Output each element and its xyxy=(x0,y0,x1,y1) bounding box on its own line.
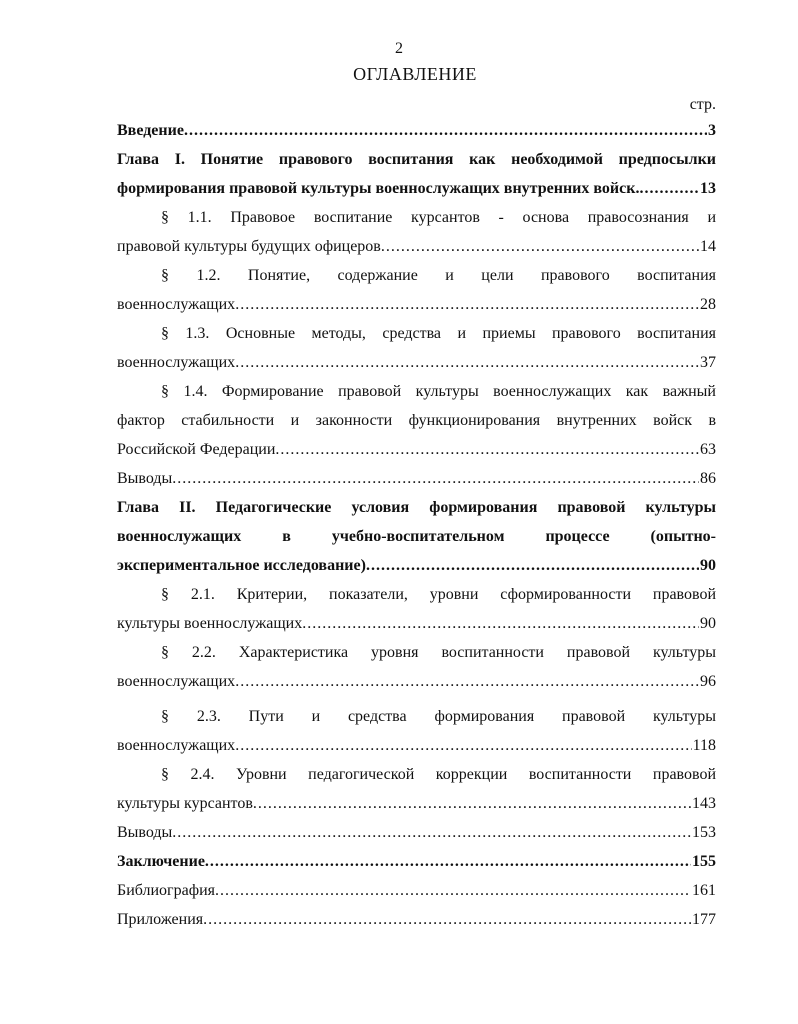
entry-page-number: 155 xyxy=(692,853,716,870)
entry-page-number: 3 xyxy=(708,122,716,139)
dot-leader xyxy=(235,290,699,319)
toc-entry-section-2-3[interactable] xyxy=(117,702,716,760)
entry-title-line: § 1.1. Правовое воспитание курсантов - основа правосознания и xyxy=(161,209,716,226)
entry-title-line: культуры военнослужащих xyxy=(117,615,303,632)
toc-entry-bibliography[interactable] xyxy=(117,876,716,905)
entry-title-line: фактор стабильности и законности функционирования внутренних войск в xyxy=(117,412,716,429)
dot-leader xyxy=(235,667,699,696)
toc-entry-section-1-4[interactable] xyxy=(117,377,716,464)
entry-title-line: военнослужащих в учебно-воспитательном процессе (опытно- xyxy=(117,528,716,545)
toc-entry-section-1-1[interactable] xyxy=(117,203,716,261)
toc-entry-section-2-2[interactable] xyxy=(117,638,716,696)
dot-leader xyxy=(215,876,691,905)
toc-entry-chapter-2-conclusions[interactable] xyxy=(117,818,716,847)
page-column-label: стр. xyxy=(689,96,716,113)
dot-leader xyxy=(172,818,691,847)
entry-title-line: § 2.1. Критерии, показатели, уровни сформированности правовой xyxy=(161,586,716,603)
entry-title: Выводы xyxy=(117,824,173,841)
entry-title-line: § 1.3. Основные методы, средства и приемы правового воспитания xyxy=(161,325,716,342)
toc-entry-section-2-1[interactable] xyxy=(117,580,716,638)
entry-page-number: 86 xyxy=(700,470,716,487)
entry-title: Заключение xyxy=(117,853,205,870)
entry-page-number: 118 xyxy=(692,737,716,754)
toc-entry-conclusion[interactable] xyxy=(117,847,716,876)
entry-title: Приложения xyxy=(117,911,204,928)
entry-page-number: 96 xyxy=(700,673,716,690)
page-number: 2 xyxy=(395,40,403,57)
dot-leader xyxy=(639,174,699,203)
toc-entry-section-1-3[interactable] xyxy=(117,319,716,377)
dot-leader xyxy=(205,847,691,876)
entry-page-number: 177 xyxy=(692,911,716,928)
toc-entry-appendix[interactable] xyxy=(117,905,716,934)
entry-page-number: 13 xyxy=(700,180,716,197)
toc-entry-chapter-2[interactable] xyxy=(117,493,716,580)
entry-title: Введение xyxy=(117,122,184,139)
entry-title-line: § 2.2. Характеристика уровня воспитанности правовой культуры xyxy=(161,644,716,661)
entry-title-line: военнослужащих xyxy=(117,737,236,754)
entry-title-line: § 2.3. Пути и средства формирования правовой культуры xyxy=(161,708,716,725)
dot-leader xyxy=(366,551,699,580)
entry-page-number: 14 xyxy=(700,238,716,255)
entry-page-number: 90 xyxy=(700,557,716,574)
entry-title-line: Глава I. Понятие правового воспитания как необходимой предпосылки xyxy=(117,151,716,168)
entry-page-number: 153 xyxy=(692,824,716,841)
entry-title-line: § 2.4. Уровни педагогической коррекции воспитанности правовой xyxy=(161,766,716,783)
entry-title-line: Российской Федерации xyxy=(117,441,276,458)
dot-leader xyxy=(203,905,691,934)
entry-title-line: военнослужащих xyxy=(117,673,236,690)
entry-title-line: Глава II. Педагогические условия формирования правовой культуры xyxy=(117,499,716,516)
toc-entry-chapter-1[interactable] xyxy=(117,145,716,203)
dot-leader xyxy=(184,116,707,145)
toc-entry-introduction[interactable] xyxy=(117,116,716,145)
dot-leader xyxy=(172,464,699,493)
dot-leader xyxy=(275,435,699,464)
dot-leader xyxy=(253,789,691,818)
entry-title-line: военнослужащих xyxy=(117,296,236,313)
entry-title-line: экспериментальное исследование) xyxy=(117,557,366,574)
entry-page-number: 143 xyxy=(692,795,716,812)
table-of-contents xyxy=(117,116,716,934)
entry-title: Выводы xyxy=(117,470,173,487)
entry-page-number: 63 xyxy=(700,441,716,458)
dot-leader xyxy=(235,348,699,377)
toc-entry-section-2-4[interactable] xyxy=(117,760,716,818)
entry-page-number: 28 xyxy=(700,296,716,313)
entry-title-line: § 1.4. Формирование правовой культуры военнослужащих как важный xyxy=(161,383,716,400)
entry-page-number: 161 xyxy=(692,882,716,899)
entry-title-line: военнослужащих xyxy=(117,354,236,371)
toc-title: ОГЛАВЛЕНИЕ xyxy=(353,64,477,84)
entry-title-line: культуры курсантов xyxy=(117,795,253,812)
entry-title: Библиография xyxy=(117,882,215,899)
entry-title-line: § 1.2. Понятие, содержание и цели правового воспитания xyxy=(161,267,716,284)
dot-leader xyxy=(235,731,691,760)
entry-title-line: формирования правовой культуры военнослужащих внутренних войск. xyxy=(117,180,640,197)
dot-leader xyxy=(302,609,699,638)
toc-entry-section-1-2[interactable] xyxy=(117,261,716,319)
toc-entry-chapter-1-conclusions[interactable] xyxy=(117,464,716,493)
entry-page-number: 90 xyxy=(700,615,716,632)
entry-page-number: 37 xyxy=(700,354,716,371)
dot-leader xyxy=(381,232,699,261)
entry-title-line: правовой культуры будущих офицеров xyxy=(117,238,381,255)
